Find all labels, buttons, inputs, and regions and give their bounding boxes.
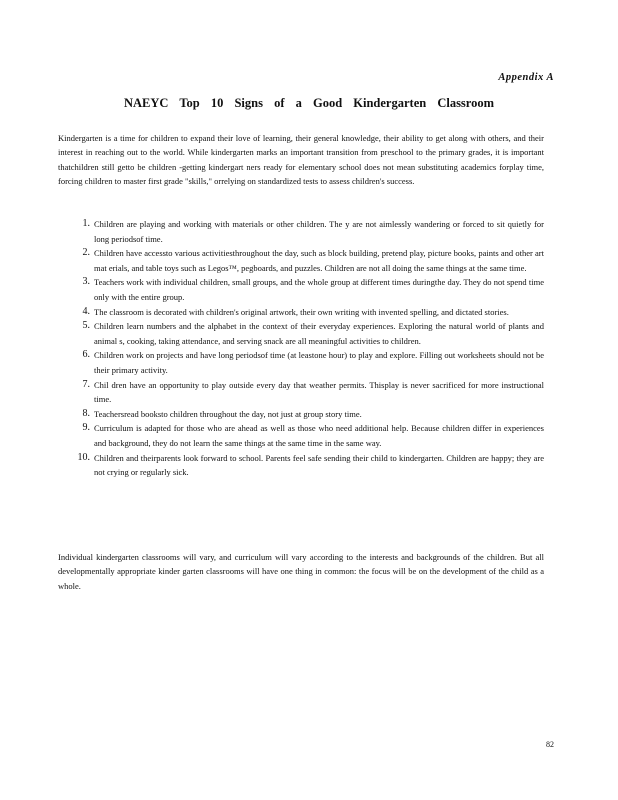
list-item-text: Teachersread booksto children throughout the day, not just at group story time. (94, 408, 362, 419)
list-number: 6. (82, 349, 90, 361)
list-item-text: Teachers work with individual children, small groups, and the whole group at different times duringthe day. They do not spend time only with the entire group. (94, 277, 544, 302)
list-item (76, 246, 544, 275)
list-item (76, 319, 544, 348)
list-number: 1. (82, 218, 90, 229)
list-number: 3. (82, 276, 90, 288)
list-item (76, 348, 544, 377)
list-item-text: Chil dren have an opportunity to play outside every day that weather permits. Thisplay is never sacrificed for more instructional time. (94, 379, 544, 405)
closing-paragraph: Individual kindergarten classrooms will vary, and curriculum will vary according to the interests and backgrounds of the children. But all developmentally appropriate kinder garten classrooms will have one thing in common: the focus will be on the development of the child as a whole. (58, 551, 544, 591)
list-number: 8. (82, 407, 90, 419)
page-title: NAEYC Top 10 Signs of a Good Kindergarten Classroom (123, 96, 495, 110)
list-item-text: Children have accessto various activitiesthroughout the day, such as block building, pretend play, picture books, paints and other art mat erials, and table toys such as Legos™, pegboards, and puzzles. Children are not all doing the same things at the same time. (94, 248, 544, 273)
list-item (76, 421, 544, 450)
list-item (76, 305, 544, 320)
list-number: 7. (82, 378, 90, 390)
list-item (76, 451, 544, 480)
list-item (76, 378, 544, 407)
list-item (76, 407, 544, 422)
list-item-text: Children and theirparents look forward to school. Parents feel safe sending their child to kindergarten. Children are happy; they are not crying or regularly sick. (94, 452, 544, 478)
list-number: 5. (82, 320, 90, 332)
signs-list (76, 217, 544, 480)
list-number: 2. (82, 247, 90, 259)
list-item (76, 275, 544, 304)
list-number: 10. (77, 451, 90, 463)
list-item-text: Children are playing and working with materials or other children. The y are not aimlessly wandering or forced to sit quietly for long periodsof time. (94, 219, 544, 244)
intro-paragraph: Kindergarten is a time for children to expand their love of learning, their general knowledge, their ability to get along with others, and their interest in reaching out to the world. While kindergarten marks an important transition from preschool to the primary grades, it is important thatchildren still getto be children -getting kindergart ners ready for elementary school does not mean substituting academics forplay time, forcing children to master first grade "skills," orrelying on standardized tests to assess children's success. (58, 132, 544, 187)
list-item-text: Curriculum is adapted for those who are ahead as well as those who need additional help. Because children differ in experiences and background, they do not learn the same things at the same time in the same way. (94, 423, 544, 448)
page-number: 82 (546, 740, 554, 749)
list-number: 4. (82, 305, 90, 317)
appendix-label: Appendix A (498, 72, 554, 83)
list-item-text: Children learn numbers and the alphabet in the context of their everyday experiences. Exploring the natural world of plants and animal s, cooking, taking attendance, and serving snack are all meaningful activities to children. (94, 321, 544, 346)
list-number: 9. (82, 422, 90, 434)
list-item-text: The classroom is decorated with children's original artwork, their own writing with invented spelling, and dictated stories. (94, 306, 509, 317)
list-item-text: Children work on projects and have long periodsof time (at leastone hour) to play and explore. Filling out worksheets should not be their primary activity. (94, 350, 544, 375)
list-item (76, 217, 544, 246)
